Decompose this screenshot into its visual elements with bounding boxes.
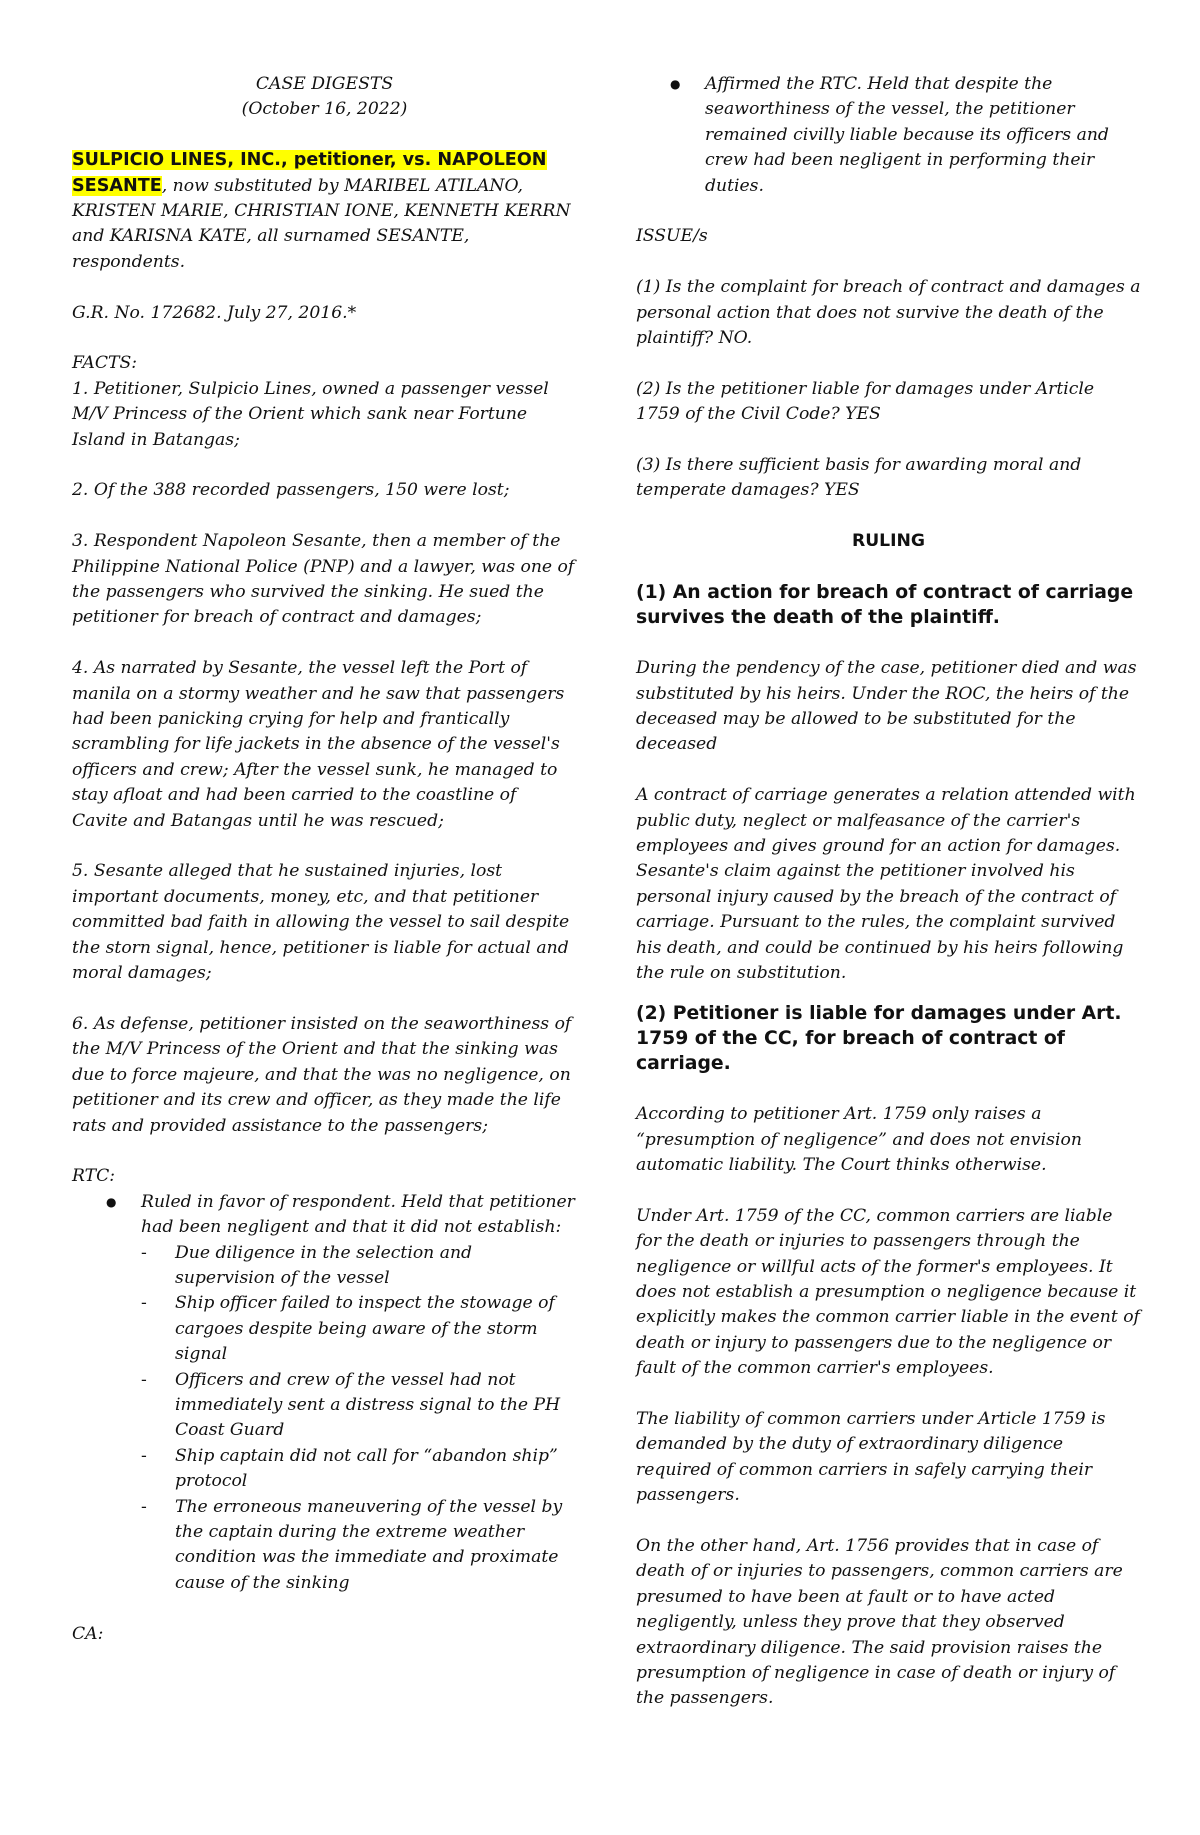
facts-item-2: 2. Of the 388 recorded passengers, 150 were lost; [72, 480, 510, 501]
facts-label: FACTS: [72, 353, 138, 374]
facts-item-4: 4. As narrated by Sesante, the vessel left the Port of manila on a stormy weather and he saw that passengers had been panicking crying for help and frantically scrambling for life jackets in the absence of the vessel's officers and crew; After the vessel sunk, he managed to stay afloat and had been carried to the coastline of Cavite and Batangas until he was rescued; [72, 658, 565, 831]
ca-bullet: ● Affirmed the RTC. Held that despite the seaworthiness of the vessel, the petitioner remained civilly liable because its officers and crew had been negligent in performing their duties. [636, 72, 1141, 199]
rtc-subitem-5: - The erroneous maneuvering of the vessel by the captain during the extreme weather condition was the immediate and proximate cause of the sinking [141, 1495, 577, 1597]
left-column [72, 72, 577, 1647]
rtc-bullet-list [72, 1190, 577, 1597]
facts-item-6: 6. As defense, petitioner insisted on the seaworthiness of the M/V Princess of the Orient and that the sinking was due to force majeure, and that the was no negligence, on petitioner and its crew and officer, as they made the life rats and provided assistance to the passengers; [72, 1013, 572, 1136]
issues-label: ISSUE/s [636, 226, 708, 247]
ruling-label: RULING [851, 531, 926, 552]
ruling-1-para-1: During the pendency of the case, petitioner died and was substituted by his heirs. Under the ROC, the heirs of the deceased may be allowed to be substituted for the deceased [636, 658, 1137, 755]
facts-item-3: 3. Respondent Napoleon Sesante, then a member of the Philippine National Police (PNP) and a lawyer, was one of the passengers who survived the sinking. He sued the petitioner for breach of contract and damages; [72, 531, 575, 628]
rtc-subitem-1: - Due diligence in the selection and supervision of the vessel [141, 1241, 577, 1292]
ca-bullet-list [636, 72, 1141, 199]
page-date: (October 16, 2022) [241, 99, 408, 120]
case-parties [72, 148, 577, 275]
rtc-subitem-2: - Ship officer failed to inspect the stowage of cargoes despite being aware of the storm signal [141, 1291, 577, 1367]
ruling-heading-1: (1) An action for breach of contract of carriage survives the death of the plaintiff. [636, 582, 1134, 629]
facts-item-1: 1. Petitioner, Sulpicio Lines, owned a passenger vessel M/V Princess of the Orient which sank near Fortune Island in Batangas; [72, 378, 549, 450]
ruling-2-para-2: Under Art. 1759 of the CC, common carriers are liable for the death or injuries to passengers through the negligence or willful acts of the former's employees. It does not establish a presumption o negligence because it explicitly makes the common carrier liable in the event of death or injury to passengers due to the negligence or fault of the common carrier's employees. [636, 1205, 1140, 1379]
case-parties-rest: , now substituted by MARIBEL ATILANO, KRISTEN MARIE, CHRISTIAN IONE, KENNETH KERRN and KARISNA KATE, all surnamed SESANTE, respondents. [72, 175, 571, 272]
case-parties-highlight: SULPICIO LINES, INC., petitioner, vs. NAPOLEON SESANTE [72, 150, 547, 196]
page-title: CASE DIGESTS [255, 74, 394, 94]
ca-label: CA: [72, 1623, 104, 1644]
ruling-2-para-1: According to petitioner Art. 1759 only raises a “presumption of negligence” and does not envision automatic liability. The Court thinks otherwise. [636, 1104, 1082, 1175]
issue-1: (1) Is the complaint for breach of contract and damages a personal action that does not survive the death of the plaintiff? NO. [636, 277, 1141, 349]
ruling-1-para-2: A contract of carriage generates a relation attended with public duty, neglect or malfeasance of the carrier's employees and gives ground for an action for damages. Sesante's claim against the petitioner involved his personal injury caused by the breach of the contract of carriage. Pursuant to the rules, the complaint survived his death, and could be continued by his heirs following the rule on substitution. [636, 785, 1136, 984]
case-gr-number: G.R. No. 172682. July 27, 2016.* [72, 302, 357, 323]
rtc-label: RTC: [72, 1166, 116, 1187]
rtc-sublist [141, 1241, 577, 1597]
ruling-2-para-3: The liability of common carriers under Article 1759 is demanded by the duty of extraordinary diligence required of common carriers in safely carrying their passengers. [636, 1408, 1106, 1506]
facts-item-5: 5. Sesante alleged that he sustained injuries, lost important documents, money, etc, and that petitioner committed bad faith in allowing the vessel to sail despite the storn signal, hence, petitioner is liable for actual and moral damages; [72, 861, 570, 984]
ruling-heading-2: (2) Petitioner is liable for damages under Art. 1759 of the CC, for breach of contract of carriage. [636, 1002, 1122, 1075]
issue-3: (3) Is there sufficient basis for awarding moral and temperate damages? YES [636, 455, 1082, 501]
rtc-bullet [72, 1190, 577, 1597]
rtc-bullet-text: Ruled in favor of respondent. Held that petitioner had been negligent and that it did not establish: [141, 1191, 575, 1238]
rtc-subitem-3: - Officers and crew of the vessel had not immediately sent a distress signal to the PH Coast Guard [141, 1368, 577, 1444]
right-column [636, 72, 1141, 1712]
rtc-subitem-4: - Ship captain did not call for “abandon ship” protocol [141, 1444, 577, 1495]
ruling-2-para-4: On the other hand, Art. 1756 provides that in case of death of or injuries to passengers, common carriers are presumed to have been at fault or to have acted negligently, unless they prove that they observed extraordinary diligence. The said provision raises the presumption of negligence in case of death or injury of the passengers. [636, 1535, 1123, 1709]
issue-2: (2) Is the petitioner liable for damages under Article 1759 of the Civil Code? YES [636, 378, 1095, 425]
